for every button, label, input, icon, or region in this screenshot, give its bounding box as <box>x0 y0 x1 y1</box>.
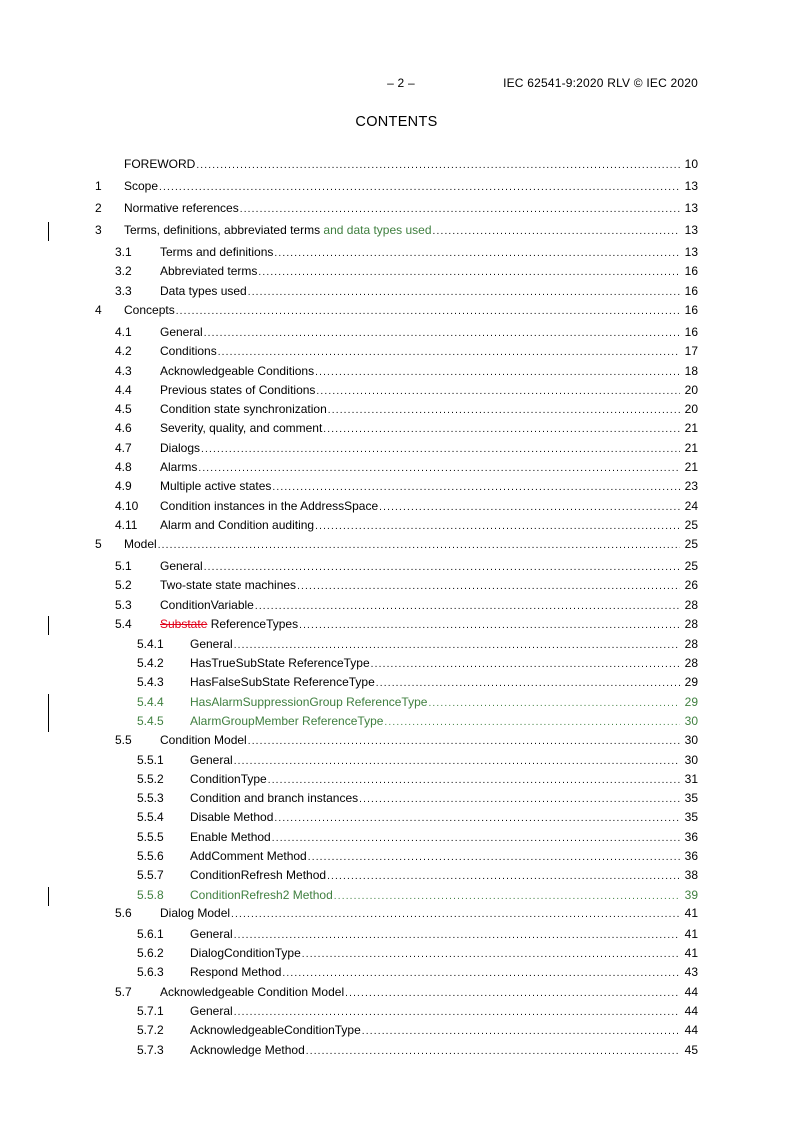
page-title: CONTENTS <box>355 114 438 130</box>
toc-entry-number: 4.7 <box>115 441 132 455</box>
toc-entry-number: 5.7.3 <box>137 1043 164 1057</box>
dot-leader <box>328 402 680 419</box>
toc-entry-page: 44 <box>684 1004 698 1018</box>
toc-entry[interactable] <box>95 498 698 515</box>
toc-entry-title: General <box>160 325 203 339</box>
toc-entry-title: Severity, quality, and comment <box>160 421 323 435</box>
toc-entry-page: 13 <box>684 245 698 259</box>
toc-entry-page: 21 <box>684 460 698 474</box>
toc-entry-title: Substate ReferenceTypes <box>160 617 299 631</box>
toc-entry[interactable] <box>95 829 698 846</box>
toc-entry-title: Model <box>124 537 157 551</box>
dot-leader <box>255 598 680 615</box>
toc-entry-title: HasFalseSubState ReferenceType <box>190 675 375 689</box>
toc-entry-title: AlarmGroupMember ReferenceType <box>190 714 384 728</box>
dot-leader <box>272 830 680 847</box>
toc-entry-number: 4.4 <box>115 383 132 397</box>
toc-entry-page: 20 <box>684 402 698 416</box>
toc-entry-title: Alarms <box>160 460 198 474</box>
dot-leader <box>334 888 680 905</box>
dot-leader <box>315 518 680 535</box>
toc-entry-number: 5.1 <box>115 559 132 573</box>
toc-entry-title: Multiple active states <box>160 479 272 493</box>
toc-entry-number: 5.4.3 <box>137 675 164 689</box>
toc-entry-number: 5.5.5 <box>137 830 164 844</box>
toc-entry-page: 36 <box>684 849 698 863</box>
toc-entry[interactable] <box>95 636 698 653</box>
dot-leader <box>299 617 680 634</box>
toc-entry-title: Two-state state machines <box>160 578 297 592</box>
dot-leader <box>204 325 680 342</box>
toc-entry[interactable] <box>95 752 698 769</box>
dot-leader <box>428 695 680 712</box>
dot-leader <box>316 383 680 400</box>
toc-entry-title: Terms and definitions <box>160 245 274 259</box>
dot-leader <box>359 791 680 808</box>
toc-entry[interactable] <box>95 420 698 437</box>
toc-entry-page: 16 <box>684 303 698 317</box>
toc-entry-number: 4.5 <box>115 402 132 416</box>
toc-entry-title: HasAlarmSuppressionGroup ReferenceType <box>190 695 428 709</box>
toc-entry-number: 5.4.4 <box>137 695 164 709</box>
toc-entry[interactable] <box>95 1042 698 1059</box>
toc-entry[interactable] <box>95 244 698 261</box>
toc-entry-number: 5.3 <box>115 598 132 612</box>
revision-change-bar <box>48 694 49 732</box>
toc-entry-number: 5.4 <box>115 617 132 631</box>
toc-entry[interactable] <box>95 713 698 730</box>
dot-leader <box>248 284 680 301</box>
toc-entry-page: 25 <box>684 537 698 551</box>
toc-entry[interactable] <box>95 178 698 195</box>
toc-entry-page: 29 <box>684 695 698 709</box>
toc-entry[interactable] <box>95 343 698 360</box>
toc-entry-page: 16 <box>684 325 698 339</box>
toc-entry[interactable] <box>95 324 698 341</box>
toc-entry-page: 41 <box>684 946 698 960</box>
toc-entry-number: 4.3 <box>115 364 132 378</box>
toc-entry-title: General <box>190 927 233 941</box>
revision-change-bar <box>48 887 49 906</box>
page-number: – 2 – <box>387 76 415 90</box>
toc-entry-number: 5.5 <box>115 733 132 747</box>
toc-entry-title: Conditions <box>160 344 217 358</box>
toc-entry-number: 5.5.3 <box>137 791 164 805</box>
dot-leader <box>240 201 680 218</box>
toc-entry[interactable] <box>95 440 698 457</box>
dot-leader <box>218 344 680 361</box>
toc-entry-page: 25 <box>684 559 698 573</box>
dot-leader <box>379 499 680 516</box>
toc-entry-number: 2 <box>95 201 102 215</box>
toc-entry-number: 5.4.1 <box>137 637 164 651</box>
toc-entry-number: 5.5.4 <box>137 810 164 824</box>
toc-entry-page: 25 <box>684 518 698 532</box>
toc-entry-title: General <box>190 753 233 767</box>
toc-entry-page: 41 <box>684 906 698 920</box>
toc-entry-page: 30 <box>684 714 698 728</box>
toc-entry-title: Condition instances in the AddressSpace <box>160 499 379 513</box>
toc-entry-number: 4.9 <box>115 479 132 493</box>
toc-entry-number: 5.5.2 <box>137 772 164 786</box>
toc-entry-number: 5.5.6 <box>137 849 164 863</box>
toc-entry-page: 28 <box>684 598 698 612</box>
toc-entry-number: 5.2 <box>115 578 132 592</box>
dot-leader <box>302 946 680 963</box>
toc-entry-title: General <box>190 1004 233 1018</box>
toc-entry-title: Dialog Model <box>160 906 231 920</box>
toc-entry-number: 4.11 <box>115 518 138 532</box>
toc-entry[interactable] <box>95 156 698 173</box>
toc-entry-title: HasTrueSubState ReferenceType <box>190 656 370 670</box>
toc-entry-title: Dialogs <box>160 441 201 455</box>
toc-entry-title: ConditionRefresh Method <box>190 868 327 882</box>
inserted-text: and data types used <box>320 223 432 237</box>
toc-entry-number: 4.1 <box>115 325 132 339</box>
toc-entry-title: Acknowledge Method <box>190 1043 305 1057</box>
toc-entry-number: 5.5.7 <box>137 868 164 882</box>
dot-leader <box>234 637 680 654</box>
toc-entry[interactable] <box>95 263 698 280</box>
toc-entry[interactable] <box>95 790 698 807</box>
toc-entry-number: 3.3 <box>115 284 132 298</box>
dot-leader <box>371 656 680 673</box>
toc-entry-title: Scope <box>124 179 159 193</box>
toc-entry[interactable] <box>95 283 698 300</box>
toc-entry-page: 31 <box>684 772 698 786</box>
toc-entry-number: 5.4.5 <box>137 714 164 728</box>
dot-leader <box>274 245 680 262</box>
toc-entry-page: 16 <box>684 264 698 278</box>
toc-entry-title: Previous states of Conditions <box>160 383 316 397</box>
toc-entry-title: General <box>160 559 203 573</box>
toc-entry-number: 5.5.8 <box>137 888 164 902</box>
dot-leader <box>158 537 680 554</box>
dot-leader <box>327 868 680 885</box>
toc-entry-number: 3.1 <box>115 245 132 259</box>
toc-entry-page: 39 <box>684 888 698 902</box>
toc-entry[interactable] <box>95 926 698 943</box>
toc-entry[interactable] <box>95 694 698 711</box>
toc-entry-title: Abbreviated terms <box>160 264 258 278</box>
dot-leader <box>159 179 680 196</box>
toc-entry-title: Condition state synchronization <box>160 402 327 416</box>
toc-entry[interactable] <box>95 674 698 691</box>
toc-entry-page: 44 <box>684 985 698 999</box>
toc-entry-number: 4.10 <box>115 499 139 513</box>
toc-entry-title: Condition and branch instances <box>190 791 359 805</box>
toc-entry[interactable] <box>95 809 698 826</box>
toc-entry-title: Terms, definitions, abbreviated terms and data types used <box>124 223 432 237</box>
toc-entry[interactable] <box>95 732 698 749</box>
toc-entry[interactable] <box>95 945 698 962</box>
toc-entry[interactable] <box>95 964 698 981</box>
toc-entry-page: 35 <box>684 810 698 824</box>
toc-entry-page: 21 <box>684 441 698 455</box>
toc-entry-number: 4 <box>95 303 102 317</box>
toc-entry-number: 5.7.1 <box>137 1004 164 1018</box>
dot-leader <box>201 441 680 458</box>
dot-leader <box>282 965 680 982</box>
toc-entry-page: 36 <box>684 830 698 844</box>
toc-entry[interactable] <box>95 558 698 575</box>
toc-entry-page: 45 <box>684 1043 698 1057</box>
toc-entry-number: 3 <box>95 223 102 237</box>
toc-entry[interactable] <box>95 1003 698 1020</box>
dot-leader <box>176 303 680 320</box>
dot-leader <box>433 223 680 240</box>
toc-entry[interactable] <box>95 655 698 672</box>
toc-entry[interactable] <box>95 459 698 476</box>
toc-entry-title: ConditionType <box>190 772 267 786</box>
toc-entry-page: 43 <box>684 965 698 979</box>
toc-entry-page: 18 <box>684 364 698 378</box>
dot-leader <box>231 906 680 923</box>
toc-entry[interactable] <box>95 302 698 319</box>
toc-entry[interactable] <box>95 363 698 380</box>
dot-leader <box>308 849 680 866</box>
toc-entry-page: 38 <box>684 868 698 882</box>
dot-leader <box>268 772 680 789</box>
toc-entry-title: FOREWORD <box>124 157 196 171</box>
toc-entry[interactable] <box>95 867 698 884</box>
toc-entry[interactable] <box>95 848 698 865</box>
toc-entry-page: 28 <box>684 617 698 631</box>
toc-entry[interactable] <box>95 478 698 495</box>
dot-leader <box>306 1043 680 1060</box>
toc-entry[interactable] <box>95 401 698 418</box>
toc-entry-page: 16 <box>684 284 698 298</box>
toc-entry-number: 4.6 <box>115 421 132 435</box>
dot-leader <box>234 927 680 944</box>
toc-entry[interactable] <box>95 771 698 788</box>
toc-entry-title: Disable Method <box>190 810 274 824</box>
toc-entry-title: Alarm and Condition auditing <box>160 518 315 532</box>
toc-entry-title: Concepts <box>124 303 175 317</box>
toc-entry-number: 5.6.2 <box>137 946 164 960</box>
toc-entry-page: 13 <box>684 179 698 193</box>
toc-entry[interactable] <box>95 536 698 553</box>
toc-entry-title: DialogConditionType <box>190 946 301 960</box>
toc-entry-title: ConditionVariable <box>160 598 254 612</box>
toc-entry[interactable] <box>95 577 698 594</box>
dot-leader <box>258 264 680 281</box>
toc-entry-page: 17 <box>684 344 698 358</box>
toc-entry[interactable] <box>95 222 698 239</box>
toc-entry-number: 5.6 <box>115 906 132 920</box>
toc-entry[interactable] <box>95 597 698 614</box>
toc-entry-number: 5 <box>95 537 102 551</box>
revision-change-bar <box>48 222 49 241</box>
toc-entry-title: Acknowledgeable Conditions <box>160 364 315 378</box>
toc-entry-title: Respond Method <box>190 965 282 979</box>
toc-entry-number: 5.6.1 <box>137 927 164 941</box>
toc-entry[interactable] <box>95 200 698 217</box>
toc-entry-title: Condition Model <box>160 733 247 747</box>
toc-entry-page: 30 <box>684 753 698 767</box>
toc-entry[interactable] <box>95 616 698 633</box>
deleted-text: Substate <box>160 617 208 631</box>
toc-entry-title: Data types used <box>160 284 247 298</box>
toc-entry-title: Acknowledgeable Condition Model <box>160 985 345 999</box>
toc-entry-number: 5.6.3 <box>137 965 164 979</box>
toc-entry[interactable] <box>95 517 698 534</box>
dot-leader <box>248 733 680 750</box>
toc-entry-page: 29 <box>684 675 698 689</box>
toc-entry-number: 5.7.2 <box>137 1023 164 1037</box>
toc-entry-number: 3.2 <box>115 264 132 278</box>
toc-entry-number: 5.7 <box>115 985 132 999</box>
dot-leader <box>362 1023 680 1040</box>
dot-leader <box>196 157 680 174</box>
toc-entry-page: 24 <box>684 499 698 513</box>
toc-entry-page: 41 <box>684 927 698 941</box>
toc-entry-page: 30 <box>684 733 698 747</box>
toc-entry-number: 5.5.1 <box>137 753 164 767</box>
toc-entry-page: 26 <box>684 578 698 592</box>
toc-entry-page: 10 <box>684 157 698 171</box>
toc-entry[interactable] <box>95 1022 698 1039</box>
dot-leader <box>384 714 680 731</box>
toc-entry[interactable] <box>95 905 698 922</box>
toc-entry[interactable] <box>95 887 698 904</box>
toc-entry-number: 5.4.2 <box>137 656 164 670</box>
dot-leader <box>315 364 680 381</box>
toc-entry-number: 4.8 <box>115 460 132 474</box>
toc-entry-title: Normative references <box>124 201 239 215</box>
toc-entry-number: 1 <box>95 179 102 193</box>
toc-entry-page: 44 <box>684 1023 698 1037</box>
toc-entry-page: 28 <box>684 656 698 670</box>
toc-entry-page: 21 <box>684 421 698 435</box>
toc-entry-page: 20 <box>684 383 698 397</box>
toc-entry[interactable] <box>95 382 698 399</box>
document-identifier: IEC 62541-9:2020 RLV © IEC 2020 <box>503 76 698 90</box>
dot-leader <box>204 559 680 576</box>
toc-entry-page: 13 <box>684 201 698 215</box>
dot-leader <box>376 675 680 692</box>
toc-entry-page: 28 <box>684 637 698 651</box>
toc-entry-title: ConditionRefresh2 Method <box>190 888 333 902</box>
dot-leader <box>323 421 680 438</box>
dot-leader <box>272 479 680 496</box>
toc-entry-page: 35 <box>684 791 698 805</box>
dot-leader <box>234 753 680 770</box>
toc-entry-title: General <box>190 637 233 651</box>
running-header <box>380 76 698 92</box>
toc-entry-page: 23 <box>684 479 698 493</box>
revision-change-bar <box>48 616 49 635</box>
dot-leader <box>345 985 680 1002</box>
toc-entry[interactable] <box>95 984 698 1001</box>
dot-leader <box>274 810 680 827</box>
toc-entry-title: Enable Method <box>190 830 271 844</box>
toc-entry-title: AddComment Method <box>190 849 307 863</box>
dot-leader <box>297 578 680 595</box>
toc-entry-page: 13 <box>684 223 698 237</box>
dot-leader <box>198 460 680 477</box>
toc-entry-number: 4.2 <box>115 344 132 358</box>
dot-leader <box>234 1004 680 1021</box>
toc-entry-title: AcknowledgeableConditionType <box>190 1023 361 1037</box>
